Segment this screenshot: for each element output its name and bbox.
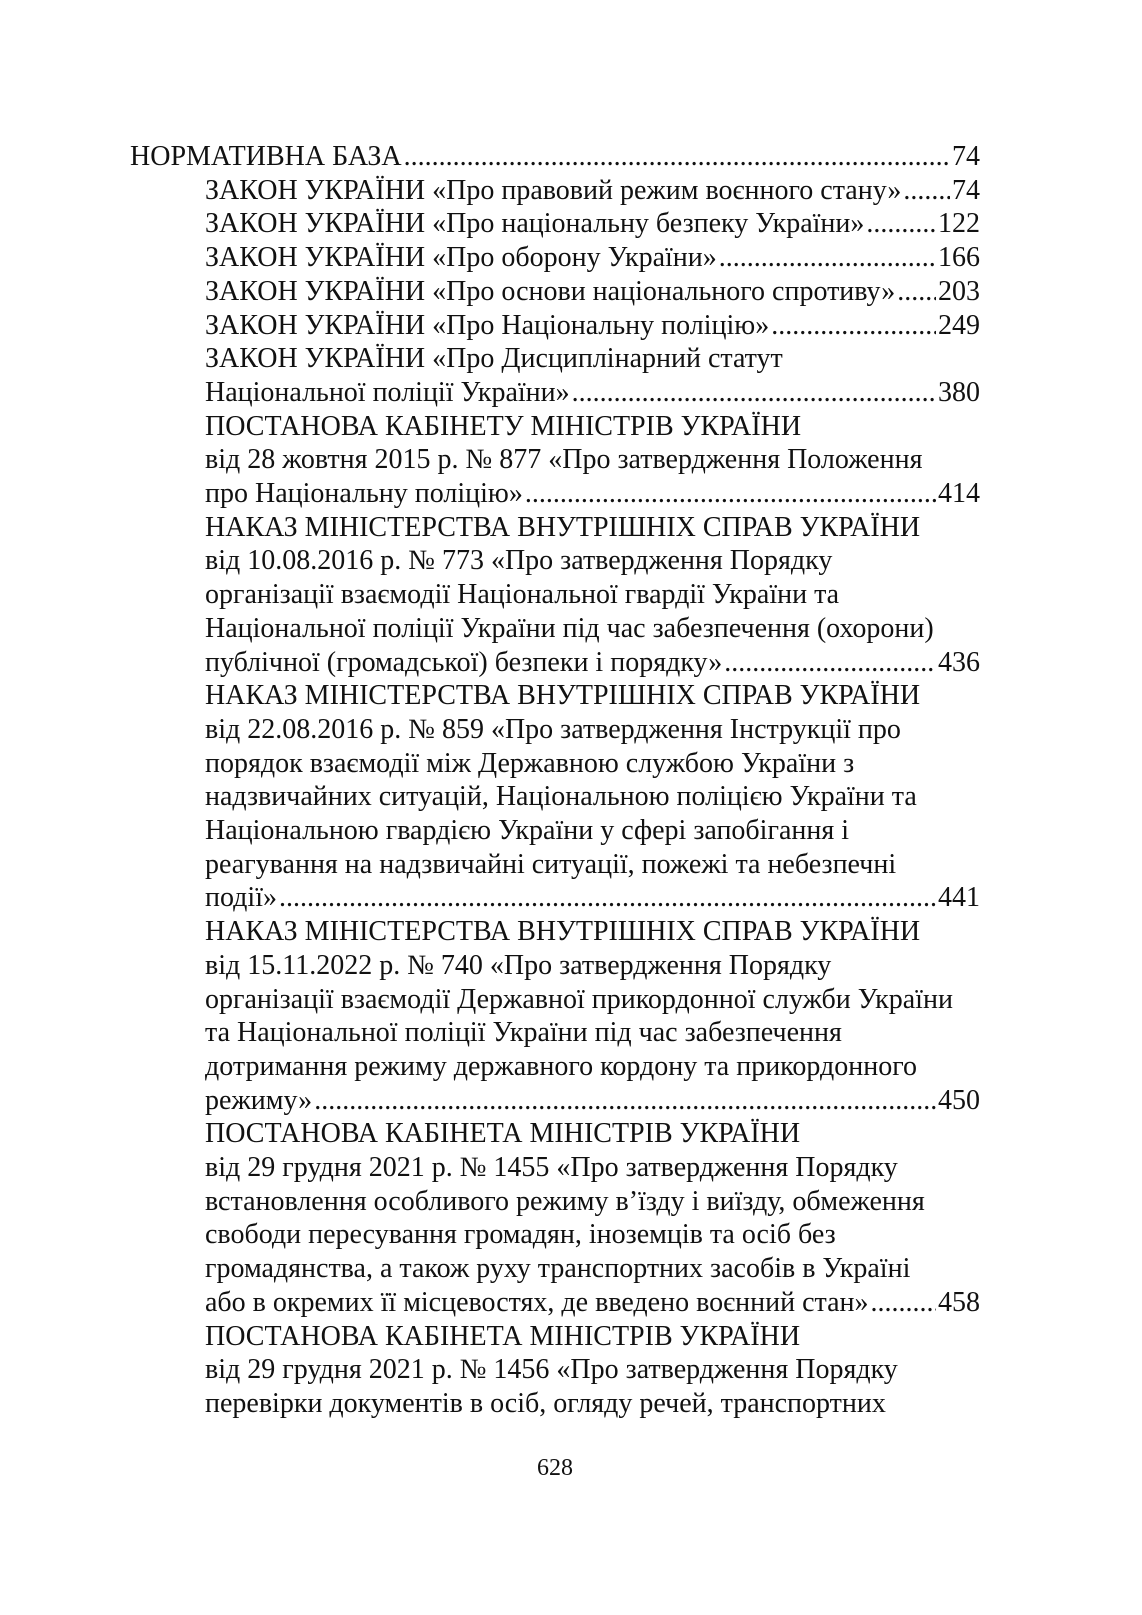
toc-entry-title: ЗАКОН УКРАЇНИ «Про основи національного спротиву»	[205, 275, 896, 307]
toc-entry-title: громадянства, а також руху транспортних засобів в Україні	[205, 1253, 911, 1285]
toc-entry-title: НАКАЗ МІНІСТЕРСТВА ВНУТРІШНІХ СПРАВ УКРАЇНИ	[205, 680, 921, 712]
toc-text-line	[205, 949, 980, 983]
toc-text-line	[205, 1117, 980, 1151]
dot-leader	[871, 1286, 937, 1320]
toc-entry-title: ЗАКОН УКРАЇНИ «Про Національну поліцію»	[205, 309, 770, 341]
toc-text-line	[205, 1151, 980, 1185]
toc-entry-title: свободи пересування громадян, іноземців та осіб без	[205, 1219, 836, 1251]
toc-entry-title: НАКАЗ МІНІСТЕРСТВА ВНУТРІШНІХ СПРАВ УКРАЇНИ	[205, 511, 921, 543]
toc-text-line	[205, 1320, 980, 1354]
toc-entry-title: події»	[205, 882, 277, 914]
toc-text-line	[205, 747, 980, 781]
toc-page-number: 450	[938, 1084, 980, 1116]
toc-entry-title: ЗАКОН УКРАЇНИ «Про національну безпеку України»	[205, 208, 865, 240]
dot-leader	[404, 140, 950, 174]
toc-text-line	[205, 1016, 980, 1050]
dot-leader	[572, 376, 936, 410]
dot-leader	[866, 207, 936, 241]
toc-entry-title: порядок взаємодії між Державною службою України з	[205, 747, 855, 779]
toc-text-line	[205, 1185, 980, 1219]
toc-entry-title: НАКАЗ МІНІСТЕРСТВА ВНУТРІШНІХ СПРАВ УКРАЇНИ	[205, 916, 921, 948]
toc-entry-line	[130, 140, 980, 174]
toc-entry-line	[205, 241, 980, 275]
toc-page-number: 74	[952, 174, 980, 206]
toc-entry-title: від 22.08.2016 р. № 859 «Про затвердження Інструкції про	[205, 713, 901, 745]
toc-entry-title: ПОСТАНОВА КАБІНЕТА МІНІСТРІВ УКРАЇНИ	[205, 1320, 801, 1352]
toc-text-line	[205, 983, 980, 1017]
toc-entry-line	[205, 881, 980, 915]
toc-entry-title: ЗАКОН УКРАЇНИ «Про Дисциплінарний статут	[205, 343, 783, 375]
toc-entry-title: НОРМАТИВНА БАЗА	[130, 141, 402, 172]
toc-text-line	[205, 410, 980, 444]
toc-text-line	[205, 342, 980, 376]
toc-page-number: 122	[938, 208, 980, 240]
toc-entry-line	[205, 309, 980, 343]
dot-leader	[771, 309, 936, 343]
toc-text-line	[205, 443, 980, 477]
dot-leader	[719, 241, 936, 275]
toc-entry-line	[205, 174, 980, 208]
toc-text-line	[205, 1050, 980, 1084]
page-number: 628	[537, 1455, 573, 1481]
toc-text-line	[205, 1218, 980, 1252]
toc-entry-title: надзвичайних ситуацій, Національною поліцією України та	[205, 781, 917, 813]
toc-text-line	[205, 713, 980, 747]
toc-entry-line	[205, 207, 980, 241]
toc-text-line	[205, 612, 980, 646]
toc-page-number: 203	[938, 275, 980, 307]
toc-entry-title: або в окремих її місцевостях, де введено воєнний стан»	[205, 1286, 869, 1318]
toc-entry-title: організації взаємодії Національної гвардії України та	[205, 579, 840, 611]
toc-entry-line	[205, 646, 980, 680]
toc-text-line	[205, 679, 980, 713]
toc-entry-title: перевірки документів в осіб, огляду речей, транспортних	[205, 1387, 886, 1419]
toc-entry-line	[205, 1084, 980, 1118]
toc-page-number: 74	[952, 141, 980, 172]
dot-leader	[724, 646, 936, 680]
toc-entry-title: реагування на надзвичайні ситуації, пожежі та небезпечні	[205, 848, 897, 880]
toc-entry-title: про Національну поліцію»	[205, 478, 523, 509]
toc-text-line	[205, 511, 980, 545]
toc-text-line	[205, 1387, 980, 1421]
toc-text-line	[205, 578, 980, 612]
toc-text-line	[205, 780, 980, 814]
toc-entry-title: ЗАКОН УКРАЇНИ «Про оборону України»	[205, 242, 717, 274]
toc-entry-title: режиму»	[205, 1084, 313, 1116]
dot-leader	[279, 881, 936, 915]
toc-entry-title: встановлення особливого режиму в’їзду і виїзду, обмеження	[205, 1185, 925, 1217]
toc-entry-title: організації взаємодії Державної прикордонної служби України	[205, 983, 953, 1015]
toc-entry-title: від 10.08.2016 р. № 773 «Про затвердження Порядку	[205, 545, 833, 577]
toc-page-number: 436	[938, 646, 980, 678]
toc-entry-line	[205, 477, 980, 511]
toc-page-number: 441	[938, 882, 980, 914]
toc-entry-title: ПОСТАНОВА КАБІНЕТА МІНІСТРІВ УКРАЇНИ	[205, 1118, 801, 1150]
toc-page-number: 458	[938, 1286, 980, 1318]
toc-page-number: 414	[938, 478, 980, 509]
toc-entry-title: від 29 грудня 2021 р. № 1455 «Про затвердження Порядку	[205, 1152, 898, 1183]
toc-entry-title: Національної поліції України під час забезпечення (охорони)	[205, 612, 934, 644]
toc-text-line	[205, 848, 980, 882]
toc-entry-line	[205, 1286, 980, 1320]
dot-leader	[525, 477, 936, 511]
toc-page-number: 380	[938, 376, 980, 408]
toc-text-line	[205, 915, 980, 949]
toc-entry-line	[205, 275, 980, 309]
dot-leader	[314, 1084, 936, 1118]
toc-text-line	[205, 1353, 980, 1387]
toc-entry-title: від 29 грудня 2021 р. № 1456 «Про затвердження Порядку	[205, 1354, 898, 1386]
toc-page-number: 249	[938, 309, 980, 341]
toc-entry-title: Національною гвардією України у сфері запобігання і	[205, 815, 849, 846]
toc-entry-title: від 15.11.2022 р. № 740 «Про затвердження Порядку	[205, 949, 832, 981]
toc-text-line	[205, 544, 980, 578]
toc-entry-title: Національної поліції України»	[205, 376, 570, 408]
toc-entry-title: ПОСТАНОВА КАБІНЕТУ МІНІСТРІВ УКРАЇНИ	[205, 410, 802, 442]
toc-text-line	[205, 814, 980, 848]
toc-entry-title: ЗАКОН УКРАЇНИ «Про правовий режим воєнного стану»	[205, 174, 902, 206]
dot-leader	[897, 275, 936, 309]
toc-entry-title: від 28 жовтня 2015 р. № 877 «Про затвердження Положення	[205, 444, 923, 476]
toc-entry-title: публічної (громадської) безпеки і порядку»	[205, 646, 723, 678]
toc-page-number: 166	[938, 242, 980, 274]
dot-leader	[903, 174, 950, 208]
toc-entry-title: дотримання режиму державного кордону та прикордонного	[205, 1050, 917, 1082]
toc-entry-title: та Національної поліції України під час забезпечення	[205, 1017, 842, 1049]
toc-text-line	[205, 1252, 980, 1286]
toc-entry-line	[205, 376, 980, 410]
